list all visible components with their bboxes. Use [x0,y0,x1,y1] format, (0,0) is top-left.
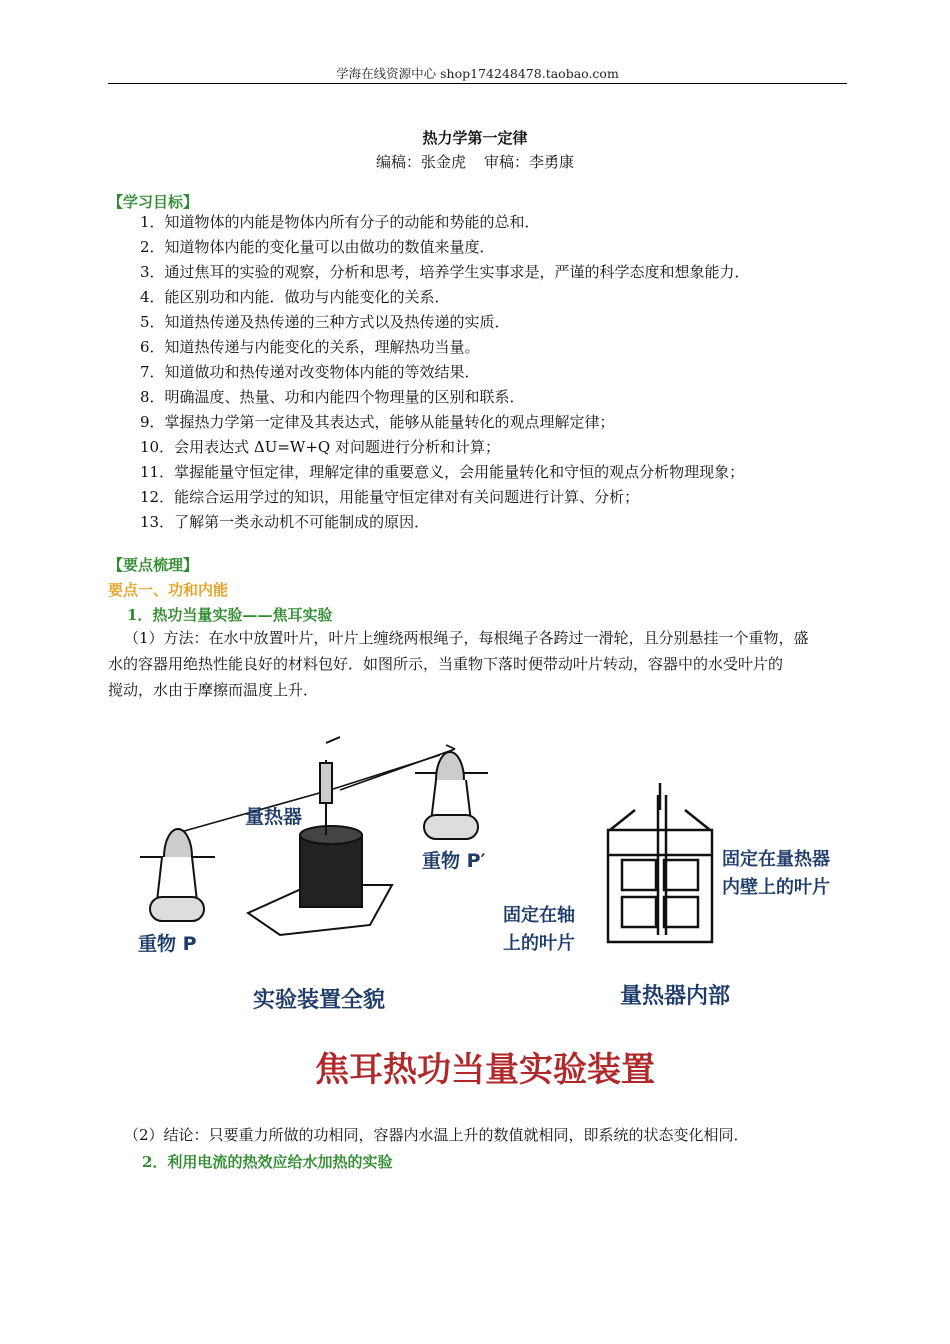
goal-item: 5．知道热传递及热传递的三种方式以及热传递的实质． [140,313,510,331]
method-line-3: 搅动，水由于摩擦而温度上升． [108,681,319,699]
fixed-axis-label-line2: 上的叶片 [503,933,575,954]
calorimeter-inner-view [608,783,712,942]
left-pulley [140,829,215,921]
conclusion: （2）结论：只要重力所做的功相同，容器内水温上升的数值就相同，即系统的状态变化相同． [124,1126,749,1144]
goals-list [140,210,750,535]
points-heading: 【要点梳理】 [108,556,199,574]
weight-p-label: 重物 P [138,933,197,955]
goal-item: 8．明确温度、热量、功和内能四个物理量的区别和联系． [140,388,525,406]
joule-apparatus-figure [130,735,880,1105]
fixed-wall-label-line2: 内壁上的叶片 [722,877,830,898]
goal-item: 9．掌握热力学第一定律及其表达式，能够从能量转化的观点理解定律； [140,413,615,431]
method-line-2: 水的容器用绝热性能良好的材料包好．如图所示，当重物下落时便带动叶片转动，容器中的水受叶片的 [108,655,784,673]
goal-item: 7．知道做功和热传递对改变物体内能的等效结果． [140,363,480,381]
figure-main-caption: 焦耳热功当量实验装置 [315,1050,655,1090]
editor: 编稿：张金虎 [375,153,466,171]
weight-p2-label: 重物 P′ [422,850,486,872]
goal-item: 4．能区别功和内能．做功与内能变化的关系． [140,288,450,306]
string [170,745,455,835]
goal-item: 2．知道物体内能的变化量可以由做功的数值来量度． [140,238,495,256]
fixed-wall-label-line1: 固定在量热器 [722,849,830,870]
sub1-heading: 1．热功当量实验——焦耳实验 [127,606,333,624]
goal-item: 3．通过焦耳的实验的观察，分析和思考，培养学生实事求是，严谨的科学态度和想象能力． [140,263,750,281]
fixed-axis-label-line1: 固定在轴 [503,905,575,926]
goal-item: 12．能综合运用学过的知识，用能量守恒定律对有关问题进行计算、分析； [140,488,640,506]
goal-item: 11．掌握能量守恒定律，理解定律的重要意义，会用能量转化和守恒的观点分析物理现象； [140,463,745,481]
page-header: 学海在线资源中心 shop174248478.taobao.com [336,66,619,81]
right-pulley [415,752,488,839]
sub2-heading: 2．利用电流的热效应给水加热的实验 [142,1153,393,1171]
goal-item: 1．知道物体的内能是物体内所有分子的动能和势能的总和． [140,213,540,231]
calorimeter-label: 量热器 [245,806,303,828]
goal-item: 6．知道热传递与内能变化的关系，理解热功当量。 [140,338,480,356]
header-rule [108,83,847,84]
point1-heading: 要点一、功和内能 [108,581,229,599]
authors-line [0,151,950,172]
document-title: 热力学第一定律 [422,129,528,147]
goals-heading: 【学习目标】 [108,193,199,211]
calorimeter [248,737,392,935]
goal-item: 10．会用表达式 ΔU=W+Q 对问题进行分析和计算； [140,438,500,456]
reviewer: 审稿：李勇康 [484,153,575,171]
caption-right: 量热器内部 [620,984,731,1009]
method-line-1: （1）方法：在水中放置叶片，叶片上缠绕两根绳子，每根绳子各跨过一滑轮，且分别悬挂一个重物，盛 [124,629,809,647]
caption-left: 实验装置全貌 [253,988,386,1013]
goal-item: 13．了解第一类永动机不可能制成的原因． [140,513,430,531]
